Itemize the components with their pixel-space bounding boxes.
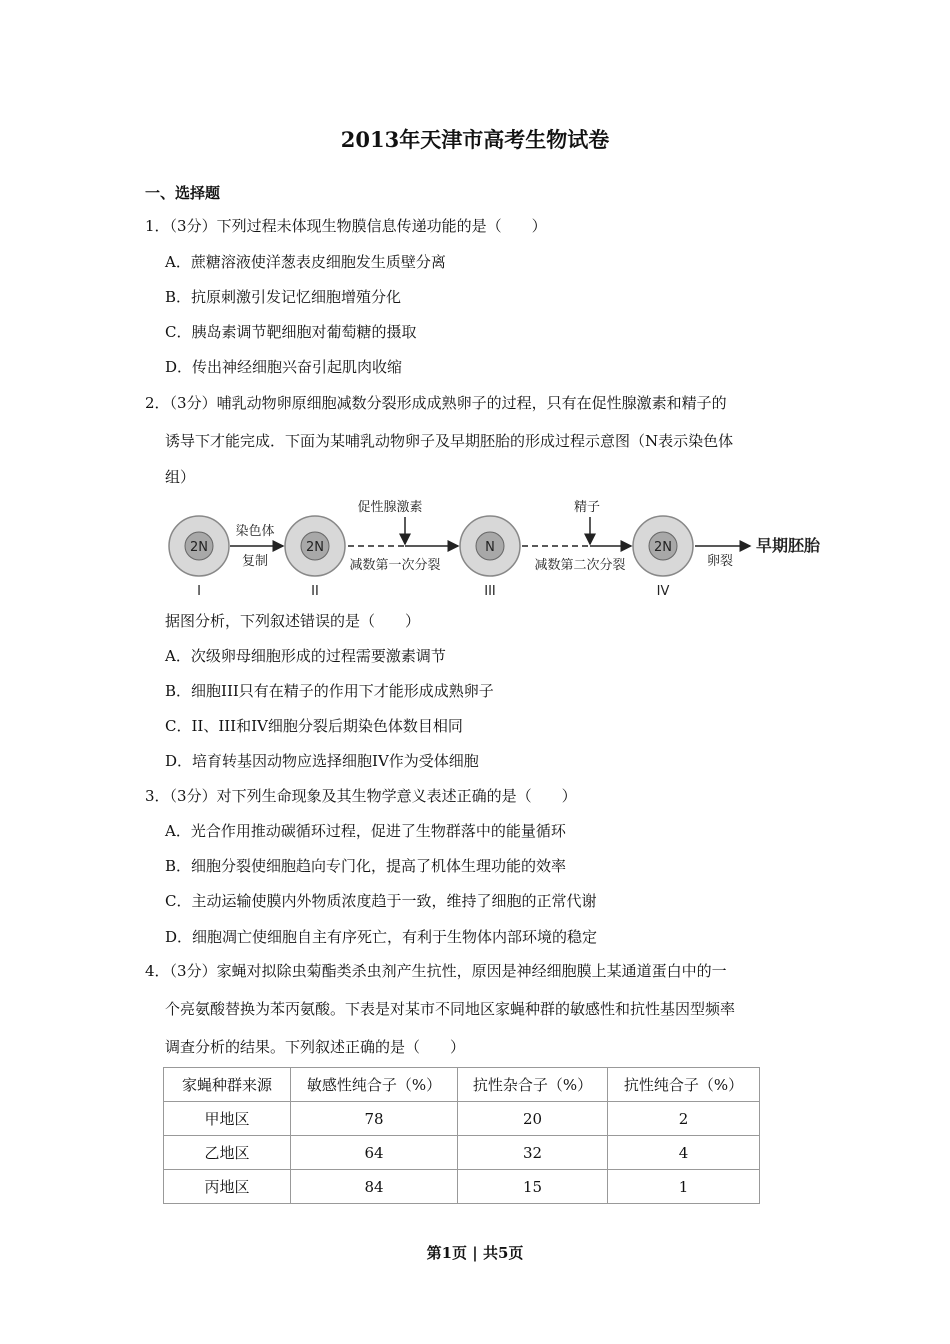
cell-3-label: N [485, 540, 495, 555]
q3-option-c: C．主动运输使膜内外物质浓度趋于一致，维持了细胞的正常代谢 [165, 892, 597, 910]
q1-stem: 1．（3分）下列过程未体现生物膜信息传递功能的是（ ） [145, 217, 547, 235]
table-row [164, 1170, 760, 1204]
numeral-2: II [311, 584, 319, 599]
table-cell: 64 [291, 1136, 458, 1170]
q2-question: 据图分析，下列叙述错误的是（ ） [165, 612, 421, 630]
arrow1-bottom: 复制 [241, 554, 269, 569]
page-title: 2013年天津市高考生物试卷 [340, 127, 610, 152]
cell-4-label: 2N [654, 540, 672, 555]
q4-stem-3: 调查分析的结果。下列叙述正确的是（ ） [165, 1038, 466, 1056]
q3-option-a: A．光合作用推动碳循环过程，促进了生物群落中的能量循环 [165, 822, 566, 840]
q2-option-c: C．II、III和IV细胞分裂后期染色体数目相同 [165, 717, 463, 735]
numeral-4: IV [656, 584, 670, 599]
result-label: 早期胚胎 [755, 536, 821, 555]
meiosis2-label: 减数第二次分裂 [534, 558, 626, 573]
oocyte-diagram [160, 495, 840, 605]
table-header: 家蝇种群来源 [164, 1068, 291, 1102]
section-heading: 一、选择题 [145, 184, 221, 202]
table-header: 抗性杂合子（%） [458, 1068, 608, 1102]
table-cell: 4 [608, 1136, 760, 1170]
q2-stem-1: 2．（3分）哺乳动物卵原细胞减数分裂形成成熟卵子的过程，只有在促性腺激素和精子的 [145, 394, 727, 412]
q1-option-d: D．传出神经细胞兴奋引起肌肉收缩 [165, 358, 403, 376]
q4-stem-1: 4．（3分）家蝇对拟除虫菊酯类杀虫剂产生抗性，原因是神经细胞膜上某通道蛋白中的一 [145, 962, 727, 980]
cleavage-label: 卵裂 [706, 554, 734, 569]
table-cell: 78 [291, 1102, 458, 1136]
q3-stem: 3．（3分）对下列生命现象及其生物学意义表述正确的是（ ） [145, 787, 577, 805]
genotype-table [163, 1067, 760, 1204]
numeral-3: III [484, 584, 496, 599]
q3-option-b: B．细胞分裂使细胞趋向专门化，提高了机体生理功能的效率 [165, 857, 567, 875]
cell-2-label: 2N [306, 540, 324, 555]
q2-option-b: B．细胞III只有在精子的作用下才能形成成熟卵子 [165, 682, 494, 700]
table-cell: 84 [291, 1170, 458, 1204]
table-cell: 32 [458, 1136, 608, 1170]
q2-option-a: A．次级卵母细胞形成的过程需要激素调节 [165, 647, 446, 665]
numeral-1: I [197, 584, 201, 599]
table-header: 敏感性纯合子（%） [291, 1068, 458, 1102]
table-cell: 丙地区 [164, 1170, 291, 1204]
sperm-label: 精子 [573, 500, 601, 515]
q2-stem-3: 组） [165, 468, 196, 486]
table-cell: 1 [608, 1170, 760, 1204]
q1-option-b: B．抗原刺激引发记忆细胞增殖分化 [165, 288, 402, 306]
q2-option-d: D．培育转基因动物应选择细胞IV作为受体细胞 [165, 752, 479, 770]
table-cell: 2 [608, 1102, 760, 1136]
hormone-label: 促性腺激素 [357, 500, 423, 515]
q4-stem-2: 个亮氨酸替换为苯丙氨酸。下表是对某市不同地区家蝇种群的敏感性和抗性基因型频率 [165, 1000, 736, 1018]
meiosis1-label: 减数第一次分裂 [349, 558, 441, 573]
table-header-row [164, 1068, 760, 1102]
table-row [164, 1136, 760, 1170]
table-cell: 乙地区 [164, 1136, 291, 1170]
table-header: 抗性纯合子（%） [608, 1068, 760, 1102]
page-footer: 第1页 | 共5页 [426, 1244, 524, 1262]
arrow1-top: 染色体 [235, 524, 275, 539]
q1-option-a: A．蔗糖溶液使洋葱表皮细胞发生质壁分离 [165, 253, 446, 271]
table-cell: 甲地区 [164, 1102, 291, 1136]
table-row [164, 1102, 760, 1136]
table-cell: 20 [458, 1102, 608, 1136]
q3-option-d: D．细胞凋亡使细胞自主有序死亡，有利于生物体内部环境的稳定 [165, 928, 598, 946]
q1-option-c: C．胰岛素调节靶细胞对葡萄糖的摄取 [165, 323, 417, 341]
q2-stem-2: 诱导下才能完成．下面为某哺乳动物卵子及早期胚胎的形成过程示意图（N表示染色体 [165, 432, 734, 450]
table-cell: 15 [458, 1170, 608, 1204]
cell-1-label: 2N [190, 540, 208, 555]
